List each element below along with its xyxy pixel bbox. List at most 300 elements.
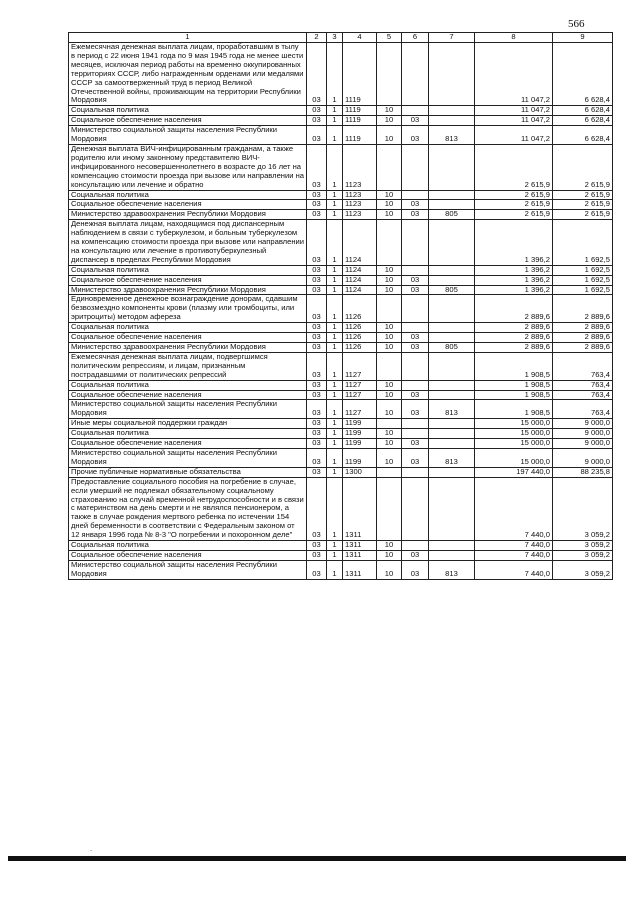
table-row (69, 390, 613, 400)
code-4: 1300 (343, 467, 377, 477)
code-7 (429, 265, 475, 275)
amount-9: 2 615,9 (553, 200, 613, 210)
code-6: 03 (402, 550, 429, 560)
code-6 (402, 265, 429, 275)
code-3: 1 (327, 295, 343, 323)
code-7 (429, 439, 475, 449)
amount-8: 1 908,5 (475, 352, 553, 380)
row-name: Социальное обеспечение населения (69, 275, 307, 285)
table-row (69, 106, 613, 116)
code-3: 1 (327, 390, 343, 400)
row-name: Социальная политика (69, 106, 307, 116)
code-4: 1126 (343, 323, 377, 333)
amount-8: 11 047,2 (475, 126, 553, 145)
row-name: Социальная политика (69, 380, 307, 390)
code-7 (429, 43, 475, 106)
code-3: 1 (327, 275, 343, 285)
code-4: 1199 (343, 439, 377, 449)
code-3: 1 (327, 343, 343, 353)
amount-8: 7 440,0 (475, 560, 553, 579)
code-4: 1127 (343, 352, 377, 380)
code-4: 1311 (343, 541, 377, 551)
code-4: 1126 (343, 343, 377, 353)
table-row (69, 419, 613, 429)
code-3: 1 (327, 448, 343, 467)
code-2: 03 (307, 541, 327, 551)
code-2: 03 (307, 380, 327, 390)
code-5 (377, 419, 402, 429)
code-3: 1 (327, 126, 343, 145)
row-name: Единовременное денежное вознаграждение донорам, сдавшим безвозмездно компоненты крови (плазму или тромбоциты, или эритроциты) методом афереза (69, 295, 307, 323)
table-row (69, 275, 613, 285)
amount-8: 7 440,0 (475, 550, 553, 560)
amount-9: 2 889,6 (553, 295, 613, 323)
code-5 (377, 295, 402, 323)
code-5: 10 (377, 541, 402, 551)
amount-9: 6 628,4 (553, 106, 613, 116)
code-4: 1123 (343, 144, 377, 190)
code-6 (402, 190, 429, 200)
code-6: 03 (402, 390, 429, 400)
code-7 (429, 200, 475, 210)
scan-speck: . (90, 844, 93, 853)
code-6 (402, 144, 429, 190)
column-header-5: 5 (377, 33, 402, 43)
amount-8: 1 908,5 (475, 380, 553, 390)
code-5: 10 (377, 429, 402, 439)
amount-9: 763,4 (553, 390, 613, 400)
budget-table (68, 32, 613, 580)
row-name: Ежемесячная денежная выплата лицам, проработавшим в тылу в период с 22 июня 1941 года по 9 мая 1945 года не менее шести месяцев, исключая период работы на временно оккупированных территориях СССР, либо награжденным орденами или медалями СССР за самоотверженный труд в период Великой Отечественной войны, проживающим на территории Республики Мордовия (69, 43, 307, 106)
code-6: 03 (402, 343, 429, 353)
code-7: 805 (429, 285, 475, 295)
code-6: 03 (402, 275, 429, 285)
code-2: 03 (307, 116, 327, 126)
code-5 (377, 144, 402, 190)
row-name: Денежная выплата лицам, находящимся под диспансерным наблюдением в связи с туберкулезом, и больным туберкулезом на компенсацию стоимости проезда при вызове или направлении на консультацию или лечение в противотуберкулезный диспансер в пределах Республики Мордовия (69, 220, 307, 266)
amount-8: 7 440,0 (475, 477, 553, 540)
code-6: 03 (402, 448, 429, 467)
code-3: 1 (327, 144, 343, 190)
table-row (69, 467, 613, 477)
table-row (69, 439, 613, 449)
code-7 (429, 144, 475, 190)
code-6: 03 (402, 200, 429, 210)
code-7 (429, 477, 475, 540)
row-name: Социальная политика (69, 190, 307, 200)
code-3: 1 (327, 190, 343, 200)
row-name: Министерство здравоохранения Республики Мордовия (69, 210, 307, 220)
code-3: 1 (327, 333, 343, 343)
code-5: 10 (377, 333, 402, 343)
code-4: 1199 (343, 448, 377, 467)
column-header-8: 8 (475, 33, 553, 43)
code-6 (402, 43, 429, 106)
page-number: 566 (568, 18, 585, 30)
code-6 (402, 541, 429, 551)
row-name: Социальное обеспечение населения (69, 439, 307, 449)
amount-9: 88 235,8 (553, 467, 613, 477)
code-4: 1127 (343, 380, 377, 390)
code-5: 10 (377, 550, 402, 560)
code-3: 1 (327, 210, 343, 220)
code-3: 1 (327, 265, 343, 275)
code-4: 1119 (343, 116, 377, 126)
code-5 (377, 467, 402, 477)
table-row (69, 343, 613, 353)
code-5 (377, 220, 402, 266)
code-4: 1311 (343, 550, 377, 560)
amount-9: 1 692,5 (553, 285, 613, 295)
code-6 (402, 220, 429, 266)
code-7: 813 (429, 560, 475, 579)
code-4: 1123 (343, 200, 377, 210)
code-7: 813 (429, 126, 475, 145)
code-3: 1 (327, 106, 343, 116)
amount-9: 763,4 (553, 380, 613, 390)
code-3: 1 (327, 285, 343, 295)
code-7 (429, 106, 475, 116)
code-5: 10 (377, 106, 402, 116)
table-row (69, 144, 613, 190)
code-2: 03 (307, 144, 327, 190)
code-4: 1119 (343, 43, 377, 106)
code-3: 1 (327, 541, 343, 551)
code-6: 03 (402, 560, 429, 579)
code-3: 1 (327, 467, 343, 477)
table-row (69, 352, 613, 380)
table-row (69, 333, 613, 343)
code-4: 1123 (343, 210, 377, 220)
amount-9: 2 615,9 (553, 144, 613, 190)
amount-9: 2 615,9 (553, 210, 613, 220)
code-3: 1 (327, 439, 343, 449)
table-row (69, 560, 613, 579)
row-name: Социальное обеспечение населения (69, 390, 307, 400)
code-5: 10 (377, 200, 402, 210)
code-5: 10 (377, 210, 402, 220)
amount-8: 1 396,2 (475, 275, 553, 285)
code-5: 10 (377, 285, 402, 295)
amount-8: 2 615,9 (475, 200, 553, 210)
code-2: 03 (307, 400, 327, 419)
amount-8: 2 615,9 (475, 190, 553, 200)
code-7 (429, 323, 475, 333)
table-row (69, 116, 613, 126)
code-2: 03 (307, 550, 327, 560)
code-4: 1311 (343, 477, 377, 540)
code-2: 03 (307, 265, 327, 275)
code-2: 03 (307, 190, 327, 200)
code-7 (429, 190, 475, 200)
code-2: 03 (307, 477, 327, 540)
code-6: 03 (402, 210, 429, 220)
table-body (69, 43, 613, 580)
code-3: 1 (327, 550, 343, 560)
code-4: 1119 (343, 106, 377, 116)
code-7 (429, 333, 475, 343)
code-3: 1 (327, 200, 343, 210)
code-6 (402, 352, 429, 380)
code-6 (402, 106, 429, 116)
code-6: 03 (402, 116, 429, 126)
row-name: Министерство социальной защиты населения Республики Мордовия (69, 448, 307, 467)
code-5: 10 (377, 400, 402, 419)
row-name: Прочие публичные нормативные обязательства (69, 467, 307, 477)
row-name: Социальное обеспечение населения (69, 200, 307, 210)
amount-9: 1 692,5 (553, 220, 613, 266)
amount-9: 9 000,0 (553, 419, 613, 429)
code-4: 1123 (343, 190, 377, 200)
code-2: 03 (307, 448, 327, 467)
column-header-4: 4 (343, 33, 377, 43)
table-row (69, 323, 613, 333)
amount-9: 763,4 (553, 400, 613, 419)
code-2: 03 (307, 390, 327, 400)
code-7 (429, 116, 475, 126)
code-6 (402, 380, 429, 390)
code-3: 1 (327, 352, 343, 380)
amount-9: 1 692,5 (553, 265, 613, 275)
code-6 (402, 477, 429, 540)
code-7 (429, 429, 475, 439)
amount-8: 15 000,0 (475, 448, 553, 467)
row-name: Социальное обеспечение населения (69, 116, 307, 126)
code-3: 1 (327, 323, 343, 333)
code-3: 1 (327, 116, 343, 126)
table-row (69, 541, 613, 551)
code-2: 03 (307, 295, 327, 323)
row-name: Социальное обеспечение населения (69, 550, 307, 560)
code-7 (429, 220, 475, 266)
amount-9: 9 000,0 (553, 448, 613, 467)
table-row (69, 220, 613, 266)
code-7: 805 (429, 343, 475, 353)
amount-9: 6 628,4 (553, 126, 613, 145)
code-5: 10 (377, 380, 402, 390)
code-7 (429, 419, 475, 429)
amount-9: 9 000,0 (553, 429, 613, 439)
code-7 (429, 295, 475, 323)
code-2: 03 (307, 43, 327, 106)
table-row (69, 210, 613, 220)
code-3: 1 (327, 400, 343, 419)
amount-9: 763,4 (553, 352, 613, 380)
code-5 (377, 43, 402, 106)
row-name: Социальная политика (69, 265, 307, 275)
row-name: Денежная выплата ВИЧ-инфицированным гражданам, а также родителю или иному законному представителю ВИЧ-инфицированного несовершеннолетнего в возрасте до 16 лет на компенсацию стоимости проезда при вызове или направлении на консультацию или лечение и обратно (69, 144, 307, 190)
amount-8: 1 396,2 (475, 285, 553, 295)
code-6 (402, 323, 429, 333)
code-2: 03 (307, 419, 327, 429)
code-7: 813 (429, 400, 475, 419)
amount-9: 9 000,0 (553, 439, 613, 449)
code-2: 03 (307, 343, 327, 353)
code-7: 805 (429, 210, 475, 220)
table-row (69, 448, 613, 467)
code-4: 1199 (343, 419, 377, 429)
amount-8: 2 615,9 (475, 144, 553, 190)
code-3: 1 (327, 477, 343, 540)
code-2: 03 (307, 323, 327, 333)
table-row (69, 550, 613, 560)
row-name: Министерство здравоохранения Республики Мордовия (69, 285, 307, 295)
amount-8: 7 440,0 (475, 541, 553, 551)
row-name: Министерство здравоохранения Республики Мордовия (69, 343, 307, 353)
amount-9: 3 059,2 (553, 550, 613, 560)
code-5: 10 (377, 343, 402, 353)
amount-9: 3 059,2 (553, 541, 613, 551)
code-4: 1127 (343, 400, 377, 419)
column-header-1: 1 (69, 33, 307, 43)
amount-8: 15 000,0 (475, 429, 553, 439)
code-6 (402, 419, 429, 429)
code-3: 1 (327, 380, 343, 390)
code-4: 1119 (343, 126, 377, 145)
amount-9: 3 059,2 (553, 477, 613, 540)
amount-8: 2 889,6 (475, 333, 553, 343)
code-7: 813 (429, 448, 475, 467)
code-2: 03 (307, 275, 327, 285)
amount-8: 1 908,5 (475, 390, 553, 400)
code-5: 10 (377, 275, 402, 285)
amount-8: 2 889,6 (475, 295, 553, 323)
code-6: 03 (402, 126, 429, 145)
code-4: 1199 (343, 429, 377, 439)
row-name: Предоставление социального пособия на погребение в случае, если умерший не подлежал обязательному социальному страхованию на случай временной нетрудоспособности и в связи с материнством на день смерти и не являлся пенсионером, а также в случае рождения мертвого ребенка по истечении 154 дней беременности в соответствии с Федеральным законом от 12 января 1996 года № 8-3 "О погребении и похоронном деле" (69, 477, 307, 540)
code-7 (429, 541, 475, 551)
code-2: 03 (307, 439, 327, 449)
code-6 (402, 295, 429, 323)
column-header-7: 7 (429, 33, 475, 43)
code-3: 1 (327, 43, 343, 106)
amount-9: 6 628,4 (553, 116, 613, 126)
table-row (69, 380, 613, 390)
row-name: Иные меры социальной поддержки граждан (69, 419, 307, 429)
code-6 (402, 467, 429, 477)
bottom-rule (8, 856, 626, 861)
code-4: 1126 (343, 295, 377, 323)
amount-8: 2 889,6 (475, 343, 553, 353)
code-7 (429, 390, 475, 400)
header-row (69, 33, 613, 43)
code-2: 03 (307, 352, 327, 380)
amount-9: 3 059,2 (553, 560, 613, 579)
code-4: 1311 (343, 560, 377, 579)
code-7 (429, 352, 475, 380)
table-row (69, 190, 613, 200)
table-row (69, 477, 613, 540)
column-header-2: 2 (307, 33, 327, 43)
code-5: 10 (377, 265, 402, 275)
code-7 (429, 550, 475, 560)
code-3: 1 (327, 220, 343, 266)
code-2: 03 (307, 333, 327, 343)
code-5: 10 (377, 439, 402, 449)
table-row (69, 295, 613, 323)
amount-8: 11 047,2 (475, 106, 553, 116)
amount-8: 197 440,0 (475, 467, 553, 477)
column-header-6: 6 (402, 33, 429, 43)
code-6: 03 (402, 439, 429, 449)
code-4: 1124 (343, 285, 377, 295)
amount-9: 6 628,4 (553, 43, 613, 106)
table-row (69, 400, 613, 419)
code-7 (429, 380, 475, 390)
code-2: 03 (307, 429, 327, 439)
amount-9: 1 692,5 (553, 275, 613, 285)
row-name: Ежемесячная денежная выплата лицам, подвергшимся политическим репрессиям, и лицам, признанным пострадавшими от политических репрессий (69, 352, 307, 380)
code-5: 10 (377, 560, 402, 579)
code-5: 10 (377, 190, 402, 200)
amount-8: 2 889,6 (475, 323, 553, 333)
code-4: 1127 (343, 390, 377, 400)
table-header (69, 33, 613, 43)
code-5: 10 (377, 390, 402, 400)
row-name: Социальная политика (69, 541, 307, 551)
amount-8: 1 396,2 (475, 220, 553, 266)
code-4: 1124 (343, 275, 377, 285)
table-row (69, 200, 613, 210)
column-header-3: 3 (327, 33, 343, 43)
amount-9: 2 615,9 (553, 190, 613, 200)
code-5: 10 (377, 126, 402, 145)
amount-8: 15 000,0 (475, 439, 553, 449)
code-2: 03 (307, 220, 327, 266)
amount-9: 2 889,6 (553, 343, 613, 353)
code-5 (377, 477, 402, 540)
code-2: 03 (307, 106, 327, 116)
code-7 (429, 275, 475, 285)
code-5: 10 (377, 323, 402, 333)
row-name: Социальная политика (69, 323, 307, 333)
amount-8: 1 396,2 (475, 265, 553, 275)
row-name: Министерство социальной защиты населения Республики Мордовия (69, 126, 307, 145)
code-6: 03 (402, 285, 429, 295)
row-name: Министерство социальной защиты населения Республики Мордовия (69, 560, 307, 579)
code-7 (429, 467, 475, 477)
code-5 (377, 352, 402, 380)
row-name: Министерство социальной защиты населения Республики Мордовия (69, 400, 307, 419)
code-2: 03 (307, 285, 327, 295)
amount-8: 11 047,2 (475, 116, 553, 126)
code-2: 03 (307, 467, 327, 477)
table-row (69, 265, 613, 275)
code-6: 03 (402, 400, 429, 419)
code-4: 1126 (343, 333, 377, 343)
table-row (69, 429, 613, 439)
row-name: Социальная политика (69, 429, 307, 439)
table-row (69, 126, 613, 145)
table-row (69, 43, 613, 106)
code-3: 1 (327, 429, 343, 439)
code-5: 10 (377, 448, 402, 467)
amount-8: 15 000,0 (475, 419, 553, 429)
code-4: 1124 (343, 220, 377, 266)
code-6: 03 (402, 333, 429, 343)
amount-9: 2 889,6 (553, 333, 613, 343)
amount-8: 2 615,9 (475, 210, 553, 220)
code-3: 1 (327, 419, 343, 429)
table-row (69, 285, 613, 295)
amount-8: 1 908,5 (475, 400, 553, 419)
code-6 (402, 429, 429, 439)
code-5: 10 (377, 116, 402, 126)
amount-8: 11 047,2 (475, 43, 553, 106)
code-2: 03 (307, 560, 327, 579)
code-2: 03 (307, 200, 327, 210)
row-name: Социальное обеспечение населения (69, 333, 307, 343)
